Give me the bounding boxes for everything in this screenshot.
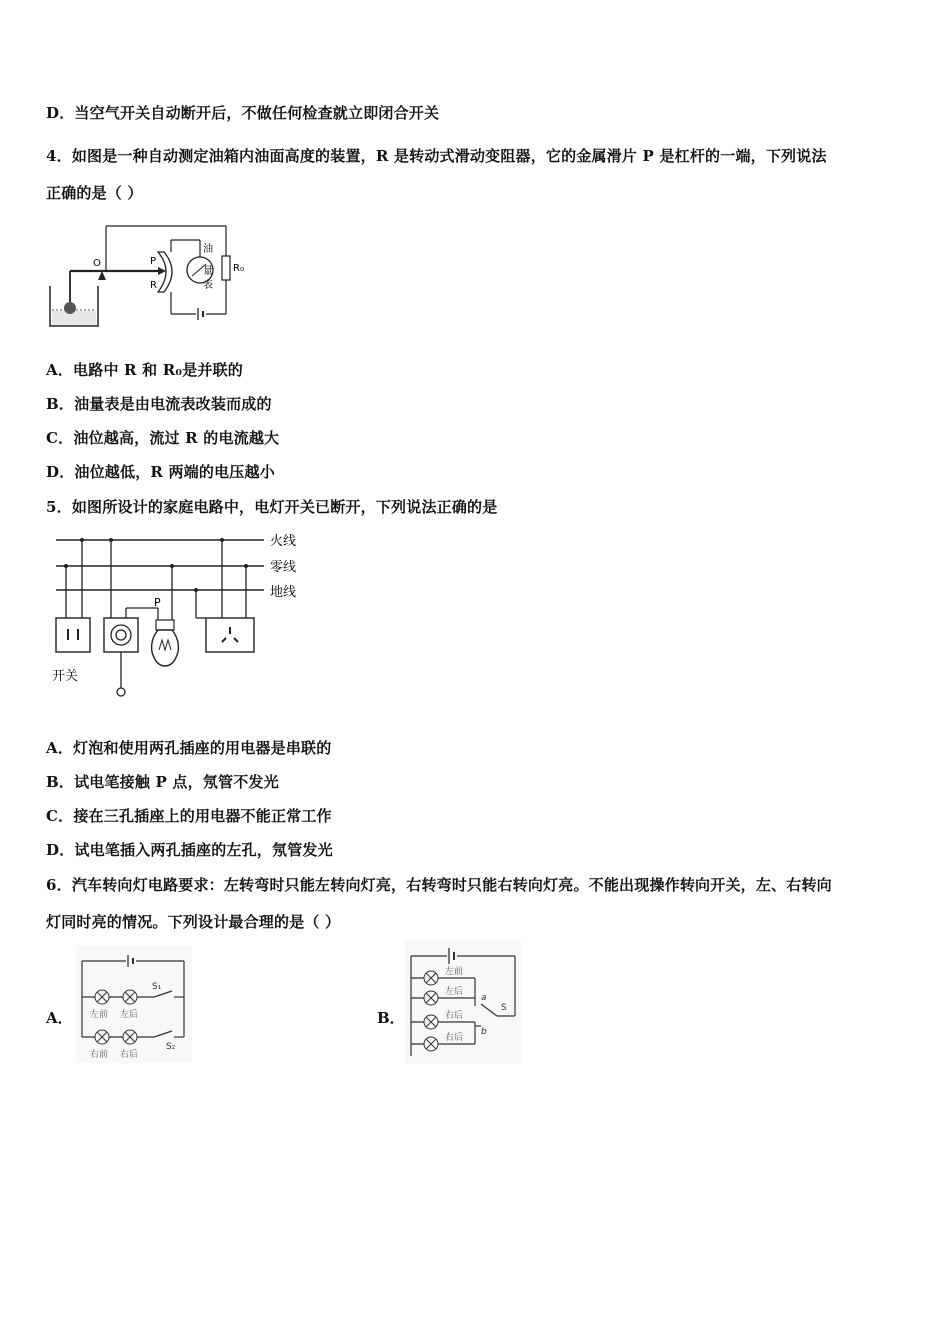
svg-text:右后: 右后 (445, 1011, 464, 1021)
q4-stem-line1: 4．如图是一种自动测定油箱内油面高度的装置，R 是转动式滑动变阻器，它的金属滑片 P 是杠杆的一端，下列说法 (46, 147, 827, 165)
svg-text:S: S (501, 1003, 507, 1013)
q4-stem-line2: 正确的是（ ） (46, 184, 143, 202)
svg-text:右后: 右后 (120, 1050, 139, 1060)
svg-text:左后: 左后 (445, 987, 464, 997)
three-hole-socket (206, 618, 254, 652)
svg-text:S₁: S₁ (152, 982, 162, 992)
slider-arrow (158, 267, 166, 275)
label-p: P (150, 256, 157, 267)
svg-text:右前: 右前 (90, 1050, 109, 1060)
q4-option-b: B．油量表是由电流表改装而成的 (46, 395, 272, 413)
q6-stem-line2: 灯同时亮的情况。下列设计最合理的是（ ） (46, 913, 341, 931)
svg-text:火线: 火线 (270, 534, 297, 549)
q5-option-c: C．接在三孔插座上的用电器不能正常工作 (46, 807, 332, 825)
q3-option-d: D．当空气开关自动断开后，不做任何检查就立即闭合开关 (46, 104, 440, 122)
q5-option-a: A．灯泡和使用两孔插座的用电器是串联的 (46, 739, 332, 757)
q5-home-circuit-diagram (46, 528, 316, 700)
svg-text:b: b (481, 1027, 487, 1037)
svg-text:S₂: S₂ (166, 1042, 176, 1052)
q6-option-b-label: B． (377, 1009, 405, 1027)
svg-text:左前: 左前 (90, 1010, 109, 1020)
pivot (98, 271, 106, 280)
q4-option-a: A．电路中 R 和 R₀是并联的 (46, 361, 244, 379)
light-bulb (152, 630, 179, 666)
q6-option-b-circuit (405, 940, 521, 1064)
q6-option-a-circuit (76, 945, 192, 1063)
label-r: R (150, 280, 157, 291)
q5-option-d: D．试电笔插入两孔插座的左孔，氖管发光 (46, 841, 333, 859)
switch-label: 开关 (52, 669, 79, 684)
q4-oil-gauge-diagram (46, 222, 256, 332)
svg-text:左前: 左前 (445, 967, 464, 977)
float-ball (64, 302, 76, 314)
q5-stem: 5．如图所设计的家庭电路中，电灯开关已断开，下列说法正确的是 (46, 498, 498, 516)
q4-option-d: D．油位越低，R 两端的电压越小 (46, 463, 275, 481)
svg-text:零线: 零线 (270, 560, 297, 575)
label-o: O (93, 258, 101, 269)
svg-text:表: 表 (203, 280, 213, 291)
svg-text:R₀: R₀ (233, 263, 244, 274)
resistor-r0 (222, 256, 230, 280)
q6-option-a-label: A． (46, 1009, 73, 1027)
q4-option-c: C．油位越高，流过 R 的电流越大 (46, 429, 280, 447)
svg-text:油: 油 (203, 244, 213, 255)
svg-text:量: 量 (203, 266, 213, 277)
svg-text:右后: 右后 (445, 1033, 464, 1043)
svg-text:左后: 左后 (120, 1010, 139, 1020)
two-hole-socket (56, 618, 90, 652)
svg-text:P: P (154, 596, 161, 609)
q5-option-b: B．试电笔接触 P 点，氖管不发光 (46, 773, 279, 791)
svg-text:a: a (481, 993, 487, 1003)
svg-text:地线: 地线 (270, 585, 297, 600)
q6-stem-line1: 6．汽车转向灯电路要求：左转弯时只能左转向灯亮，右转弯时只能右转向灯亮。不能出现操作转向开关，左、右转向 (46, 876, 832, 894)
